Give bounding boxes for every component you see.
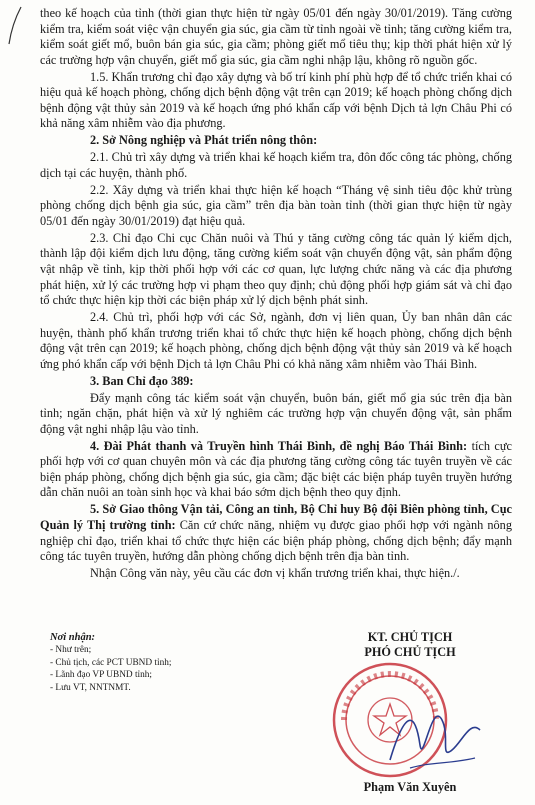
recipient-item: - Như trên; [50, 645, 92, 656]
signer-area [310, 630, 510, 800]
para-3: Đẩy mạnh công tác kiểm soát vận chuyển, buôn bán, giết mổ gia súc trên địa bàn tỉnh; ngăn chặn, phát hiện và xử lý nghiêm các trường hợp vận chuyển động vật, sản phẩm động vật nghi nhập lậu vào tỉnh. [40, 390, 512, 436]
heading-4: 4. Đài Phát thanh và Truyền hình Thái Bình, đề nghị Báo Thái Bình: [90, 438, 468, 453]
heading-5: 5. Sở Giao thông Vận tải, Công an tỉnh, Bộ Chỉ huy Bộ đội Biên phòng tỉnh, Cục Quản lý Thị trường tỉnh: [40, 502, 512, 532]
recipient-item: - Lãnh đạo VP UBND tỉnh; [50, 670, 153, 681]
para-4 [40, 439, 512, 501]
handwritten-signature-icon [380, 690, 490, 780]
para-1-5: 1.5. Khẩn trương chỉ đạo xây dựng và bố trí kinh phí phù hợp để tổ chức triển khai có hiệu quả kế hoạch phòng, chống dịch bệnh động vật trên cạn 2019; kế hoạch phòng chống dịch bệnh động vật thủy sản 2019 và kế hoạch ứng phó khẩn cấp với bệnh Dịch tả lợn Châu Phi có khả năng xâm nhiễm vào địa phương. [40, 69, 512, 131]
handwritten-mark-icon [6, 4, 24, 46]
recipient-item: - Lưu VT, NNTNMT. [50, 682, 131, 693]
para-2-1: 2.1. Chủ trì xây dựng và triển khai kế hoạch kiểm tra, đôn đốc công tác phòng, chống dịch tại các huyện, thành phố. [40, 150, 512, 180]
signature-block [40, 630, 520, 800]
heading-2: 2. Sở Nông nghiệp và Phát triển nông thôn: [90, 133, 318, 148]
heading-3: 3. Ban Chỉ đạo 389: [90, 373, 194, 388]
recipients-title: Nơi nhận: [50, 632, 96, 643]
para-5-text: Căn cứ chức năng, nhiệm vụ được giao phối hợp với ngành nông nghiệp chỉ đạo, triển khai tổ chức thực hiện các biện pháp phòng, chống dịch bệnh; đẩy mạnh công tác tuyên truyền, hướng dẫn phòng chống dịch bệnh trên địa bàn tỉnh. [40, 517, 512, 564]
signer-on-behalf: KT. CHỦ TỊCH [367, 630, 453, 644]
signer-position: PHÓ CHỦ TỊCH [364, 645, 456, 659]
para-1-4-cont: theo kế hoạch của tỉnh (thời gian thực hiện từ ngày 05/01 đến ngày 30/01/2019). Tăng cường kiểm tra, kiểm soát việc vận chuyển gia súc, gia cầm từ tỉnh ngoài về tỉnh; tăng cường kiểm tra, kiểm soát giết mổ, buôn bán gia súc, gia cầm; phòng giết mổ tiêu thụ; kịp thời phát hiện xử lý các trường hợp vận chuyển, giết mổ gia súc, gia cầm nghi nhập lậu, không rõ nguồn gốc. [40, 6, 512, 67]
document-body [40, 6, 512, 583]
para-4-text: tích cực phối hợp với cơ quan chuyên môn và các địa phương tăng cường công tác tuyên truyền về các biện pháp phòng, chống dịch bệnh gia súc, gia cầm; đặc biệt các biện pháp tuyên truyền hướng dẫn chăn nuôi an toàn sinh học và khai báo sớm dịch bệnh theo quy định. [40, 438, 513, 500]
para-2-4: 2.4. Chủ trì, phối hợp với các Sở, ngành, đơn vị liên quan, Ủy ban nhân dân các huyện, thành phố khẩn trương triển khai tổ chức thực hiện kế hoạch phòng, chống dịch bệnh động vật trên cạn 2019; kế hoạch phòng, chống dịch bệnh động vật thủy sản 2019 và kế hoạch ứng phó khẩn cấp với bệnh Dịch tả lợn Châu Phi có khả năng xâm nhiễm vào Thái Bình. [40, 310, 512, 371]
signer-name: Phạm Văn Xuyên [363, 780, 457, 794]
para-2-3: 2.3. Chỉ đạo Chi cục Chăn nuôi và Thú y tăng cường công tác quản lý kiểm dịch, thành lập đội kiểm dịch lưu động, tăng cường kiểm soát vận chuyển động vật, sản phẩm động vật nhập về tỉnh, kịp thời phối hợp với các cơ quan, lực lượng chức năng và các địa phương phát hiện, xử lý các trường hợp vi phạm theo quy định; chủ động phối hợp giám sát và chỉ đạo tổ chức thực hiện kịp thời các biện pháp xử lý dịch bệnh phát sinh. [40, 230, 512, 308]
closing-line: Nhận Công văn này, yêu cầu các đơn vị khẩn trương triển khai, thực hiện./. [90, 566, 460, 581]
recipient-item: - Chủ tịch, các PCT UBND tỉnh; [50, 657, 172, 668]
recipients [50, 632, 240, 694]
para-2-2: 2.2. Xây dựng và triển khai thực hiện kế hoạch “Tháng vệ sinh tiêu độc khử trùng phòng chống dịch bệnh gia súc, gia cầm” trên địa bàn toàn tỉnh (thời gian thực hiện từ ngày 05/01 đến ngày 30/01/2019) đạt hiệu quả. [40, 182, 512, 228]
para-5 [40, 502, 512, 564]
